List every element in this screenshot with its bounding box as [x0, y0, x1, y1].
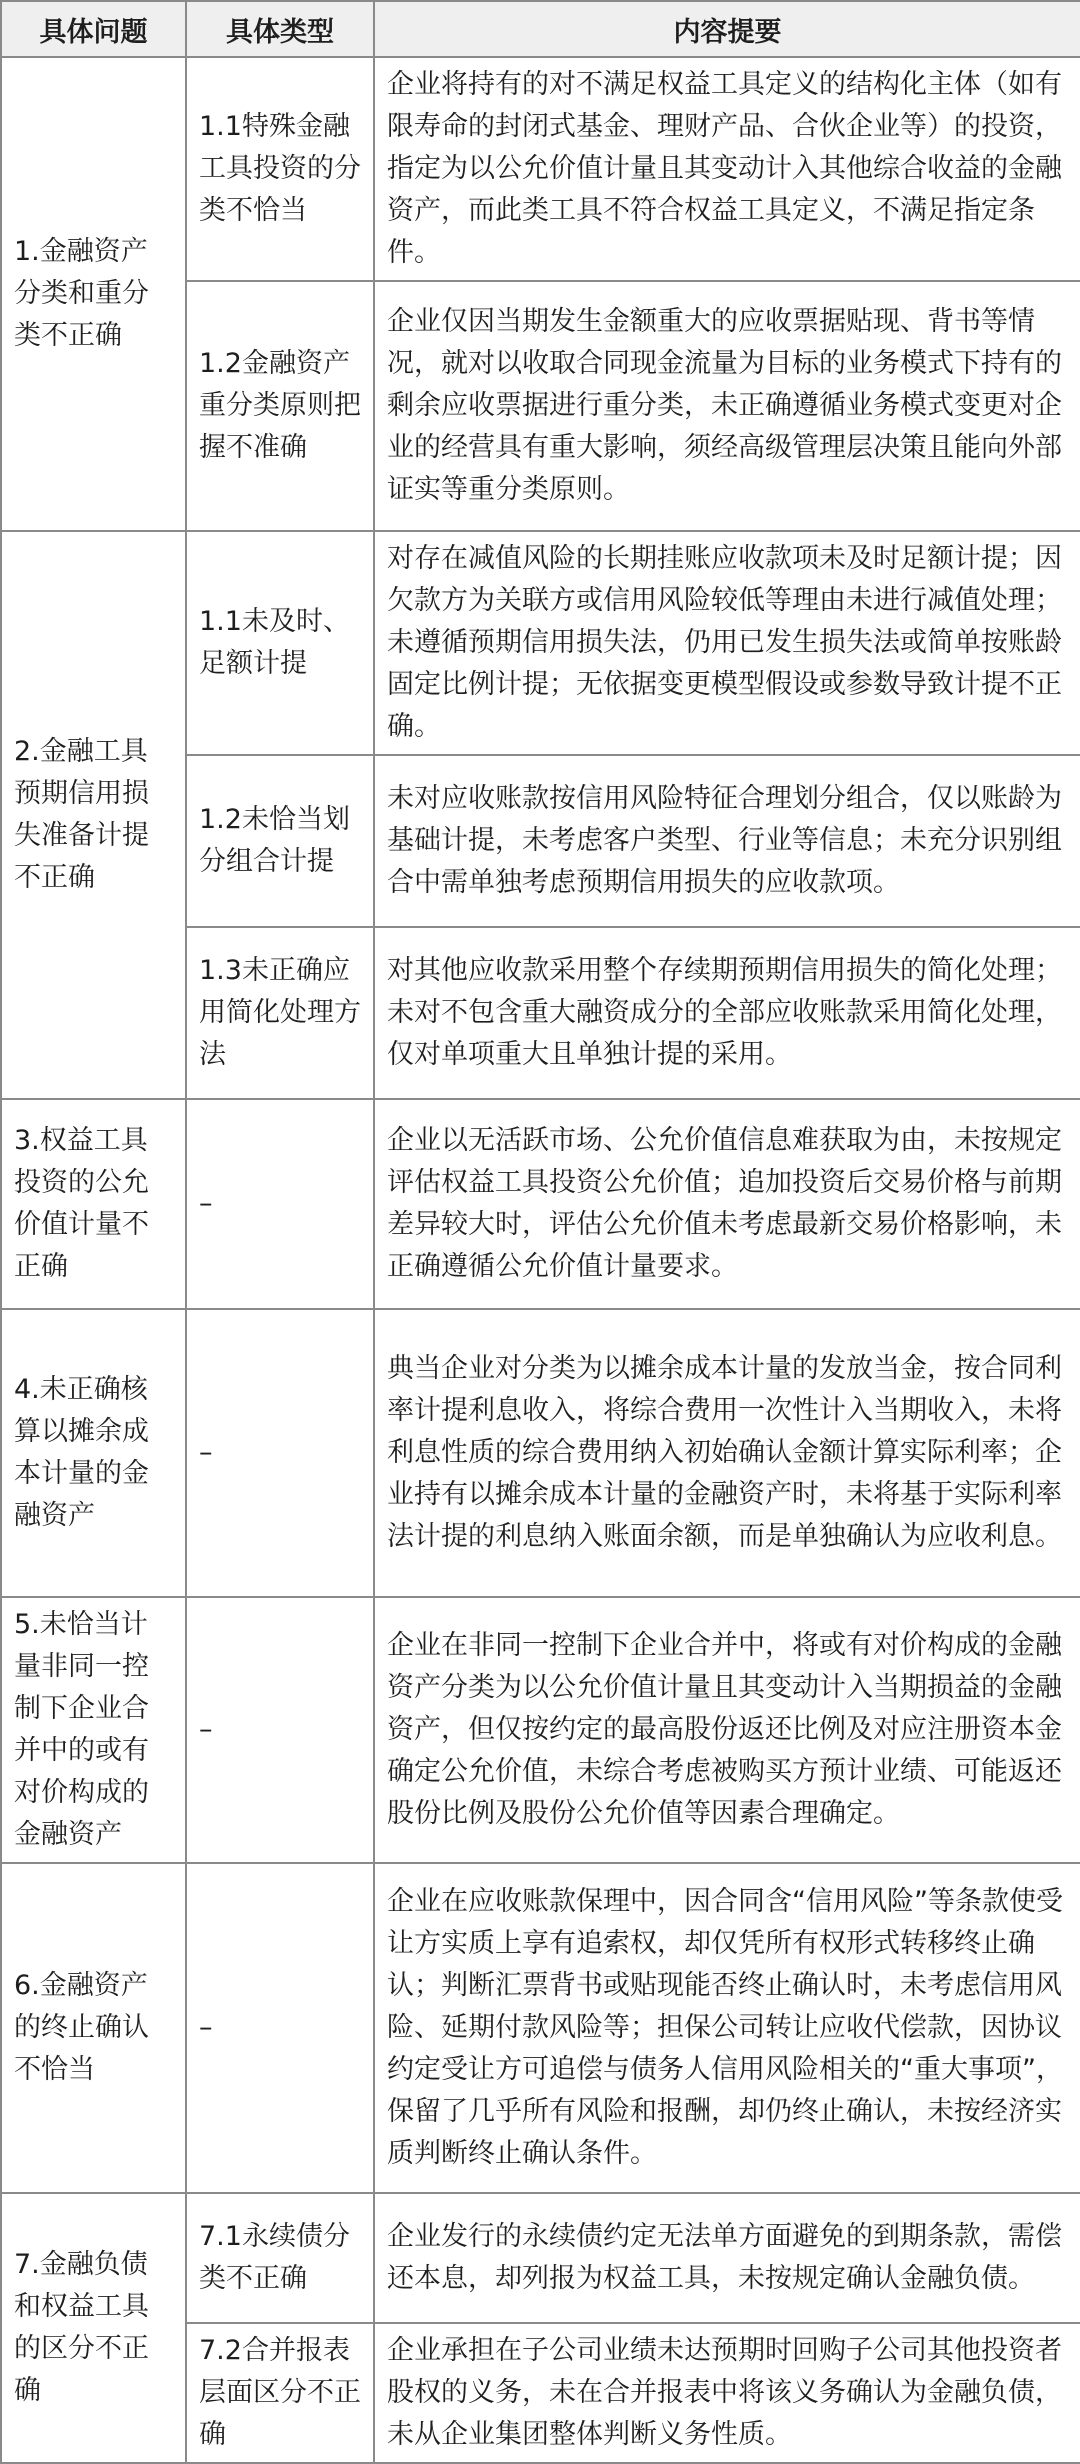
content-cell: 企业发行的永续债约定无法单方面避免的到期条款，需偿还本息，却列报为权益工具，未按规定确认金融负债。: [374, 2193, 1080, 2323]
content-cell: 对存在减值风险的长期挂账应收款项未及时足额计提；因欠款方为关联方或信用风险较低等理由未进行减值处理；未遵循预期信用损失法，仍用已发生损失法或简单按账龄固定比例计提；无依据变更模型假设或参数导致计提不正确。: [374, 531, 1080, 755]
content-cell: 企业仅因当期发生金额重大的应收票据贴现、背书等情况，就对以收取合同现金流量为目标的业务模式下持有的剩余应收票据进行重分类，未正确遵循业务模式变更对企业的经营具有重大影响，须经高级管理层决策且能向外部证实等重分类原则。: [374, 281, 1080, 531]
table-row: [1, 1863, 1080, 2193]
table-row: [1, 531, 1080, 755]
problem-cell: 3.权益工具投资的公允价值计量不正确: [1, 1099, 186, 1309]
type-cell: 1.2金融资产重分类原则把握不准确: [186, 281, 374, 531]
table-row: [1, 1309, 1080, 1597]
table-row: [1, 1099, 1080, 1309]
header-content: 内容提要: [374, 1, 1080, 57]
header-type: 具体类型: [186, 1, 374, 57]
content-cell: 企业将持有的对不满足权益工具定义的结构化主体（如有限寿命的封闭式基金、理财产品、合伙企业等）的投资，指定为以公允价值计量且其变动计入其他综合收益的金融资产，而此类工具不符合权益工具定义，不满足指定条件。: [374, 57, 1080, 281]
problem-cell: 7.金融负债和权益工具的区分不正确: [1, 2193, 186, 2463]
type-cell: –: [186, 1309, 374, 1597]
problem-cell: 4.未正确核算以摊余成本计量的金融资产: [1, 1309, 186, 1597]
type-cell: 7.2合并报表层面区分不正确: [186, 2323, 374, 2463]
type-cell: 7.1永续债分类不正确: [186, 2193, 374, 2323]
type-cell: 1.1特殊金融工具投资的分类不恰当: [186, 57, 374, 281]
content-cell: 企业承担在子公司业绩未达预期时回购子公司其他投资者股权的义务，未在合并报表中将该义务确认为金融负债，未从企业集团整体判断义务性质。: [374, 2323, 1080, 2463]
content-cell: 对其他应收款采用整个存续期预期信用损失的简化处理；未对不包含重大融资成分的全部应收账款采用简化处理，仅对单项重大且单独计提的采用。: [374, 927, 1080, 1099]
problem-cell: 1.金融资产分类和重分类不正确: [1, 57, 186, 531]
table-row: [1, 1597, 1080, 1863]
table-header-row: [1, 1, 1080, 57]
content-cell: 企业在应收账款保理中，因合同含“信用风险”等条款使受让方实质上享有追索权，却仅凭所有权形式转移终止确认；判断汇票背书或贴现能否终止确认时，未考虑信用风险、延期付款风险等；担保公司转让应收代偿款，因协议约定受让方可追偿与债务人信用风险相关的“重大事项”，保留了几乎所有风险和报酬，却仍终止确认，未按经济实质判断终止确认条件。: [374, 1863, 1080, 2193]
content-cell: 企业以无活跃市场、公允价值信息难获取为由，未按规定评估权益工具投资公允价值；追加投资后交易价格与前期差异较大时，评估公允价值未考虑最新交易价格影响，未正确遵循公允价值计量要求。: [374, 1099, 1080, 1309]
problem-cell: 6.金融资产的终止确认不恰当: [1, 1863, 186, 2193]
table-row: [1, 2193, 1080, 2323]
type-cell: –: [186, 1099, 374, 1309]
type-cell: –: [186, 1863, 374, 2193]
content-cell: 企业在非同一控制下企业合并中，将或有对价构成的金融资产分类为以公允价值计量且其变动计入当期损益的金融资产，但仅按约定的最高股份返还比例及对应注册资本金确定公允价值，未综合考虑被购买方预计业绩、可能返还股份比例及股份公允价值等因素合理确定。: [374, 1597, 1080, 1863]
type-cell: –: [186, 1597, 374, 1863]
type-cell: 1.2未恰当划分组合计提: [186, 755, 374, 927]
table-row: [1, 57, 1080, 281]
content-cell: 典当企业对分类为以摊余成本计量的发放当金，按合同利率计提利息收入，将综合费用一次性计入当期收入，未将利息性质的综合费用纳入初始确认金额计算实际利率；企业持有以摊余成本计量的金融资产时，未将基于实际利率法计提的利息纳入账面余额，而是单独确认为应收利息。: [374, 1309, 1080, 1597]
content-cell: 未对应收账款按信用风险特征合理划分组合，仅以账龄为基础计提，未考虑客户类型、行业等信息；未充分识别组合中需单独考虑预期信用损失的应收款项。: [374, 755, 1080, 927]
problem-cell: 5.未恰当计量非同一控制下企业合并中的或有对价构成的金融资产: [1, 1597, 186, 1863]
header-problem: 具体问题: [1, 1, 186, 57]
type-cell: 1.1未及时、足额计提: [186, 531, 374, 755]
type-cell: 1.3未正确应用简化处理方法: [186, 927, 374, 1099]
problem-cell: 2.金融工具预期信用损失准备计提不正确: [1, 531, 186, 1099]
